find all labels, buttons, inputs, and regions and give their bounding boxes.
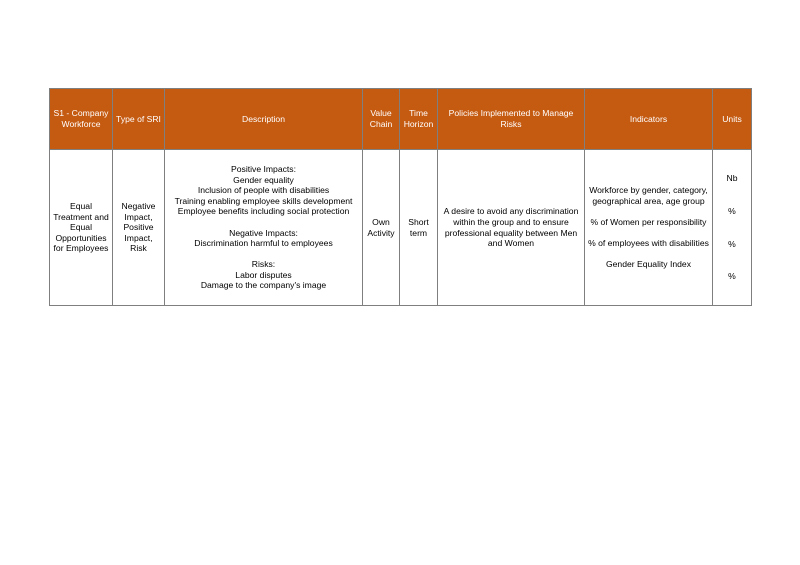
- positive-impact-item: Training enabling employee skills development: [174, 195, 353, 206]
- sri-type-cell: Negative Impact, Positive Impact, Risk: [113, 150, 165, 306]
- indicator-item: Workforce by gender, category, geographical area, age group: [589, 185, 708, 206]
- time-horizon-cell: Short term: [400, 150, 438, 306]
- header-value-chain: Value Chain: [363, 89, 400, 150]
- unit-item: %: [728, 271, 736, 282]
- indicators-list: [587, 185, 710, 270]
- indicator-item: Gender Equality Index: [605, 259, 692, 270]
- header-type-of-sri: Type of SRI: [113, 89, 165, 150]
- positive-impacts-heading: Positive Impacts:: [231, 163, 296, 174]
- value-chain-cell: Own Activity: [363, 150, 400, 306]
- table-row: [50, 150, 752, 306]
- sri-table: [49, 88, 752, 306]
- risk-item: Labor disputes: [235, 269, 292, 280]
- negative-impacts-heading: Negative Impacts:: [229, 227, 298, 238]
- indicator-item: % of employees with disabilities: [588, 238, 709, 249]
- header-description: Description: [165, 89, 363, 150]
- table-body: [50, 150, 752, 306]
- units-list: [715, 173, 749, 281]
- indicator-item: % of Women per responsibility: [590, 216, 707, 227]
- risk-item: Damage to the company's image: [200, 280, 327, 291]
- positive-impact-item: Inclusion of people with disabilities: [197, 185, 330, 196]
- header-row: [50, 89, 752, 150]
- table-header: [50, 89, 752, 150]
- risks-heading: Risks:: [251, 259, 276, 270]
- positive-impact-item: Employee benefits including social protection: [177, 206, 350, 217]
- unit-item: Nb: [726, 173, 738, 184]
- policies-cell: A desire to avoid any discrimination within the group and to ensure professional equality between Men and Women: [438, 150, 585, 306]
- description-cell: [165, 150, 363, 306]
- positive-impact-item: Gender equality: [233, 174, 294, 185]
- spacer: [167, 249, 360, 260]
- header-company-workforce: S1 - Company Workforce: [50, 89, 113, 150]
- unit-item: %: [728, 238, 736, 249]
- topic-cell: Equal Treatment and Equal Opportunities for Employees: [50, 150, 113, 306]
- indicators-cell: [585, 150, 713, 306]
- unit-item: %: [728, 205, 736, 216]
- header-indicators: Indicators: [585, 89, 713, 150]
- units-cell: [713, 150, 752, 306]
- description-block: [167, 164, 360, 291]
- spacer: [167, 217, 360, 228]
- header-time-horizon: Time Horizon: [400, 89, 438, 150]
- header-policies: Policies Implemented to Manage Risks: [438, 89, 585, 150]
- negative-impact-item: Discrimination harmful to employees: [194, 238, 333, 249]
- header-units: Units: [713, 89, 752, 150]
